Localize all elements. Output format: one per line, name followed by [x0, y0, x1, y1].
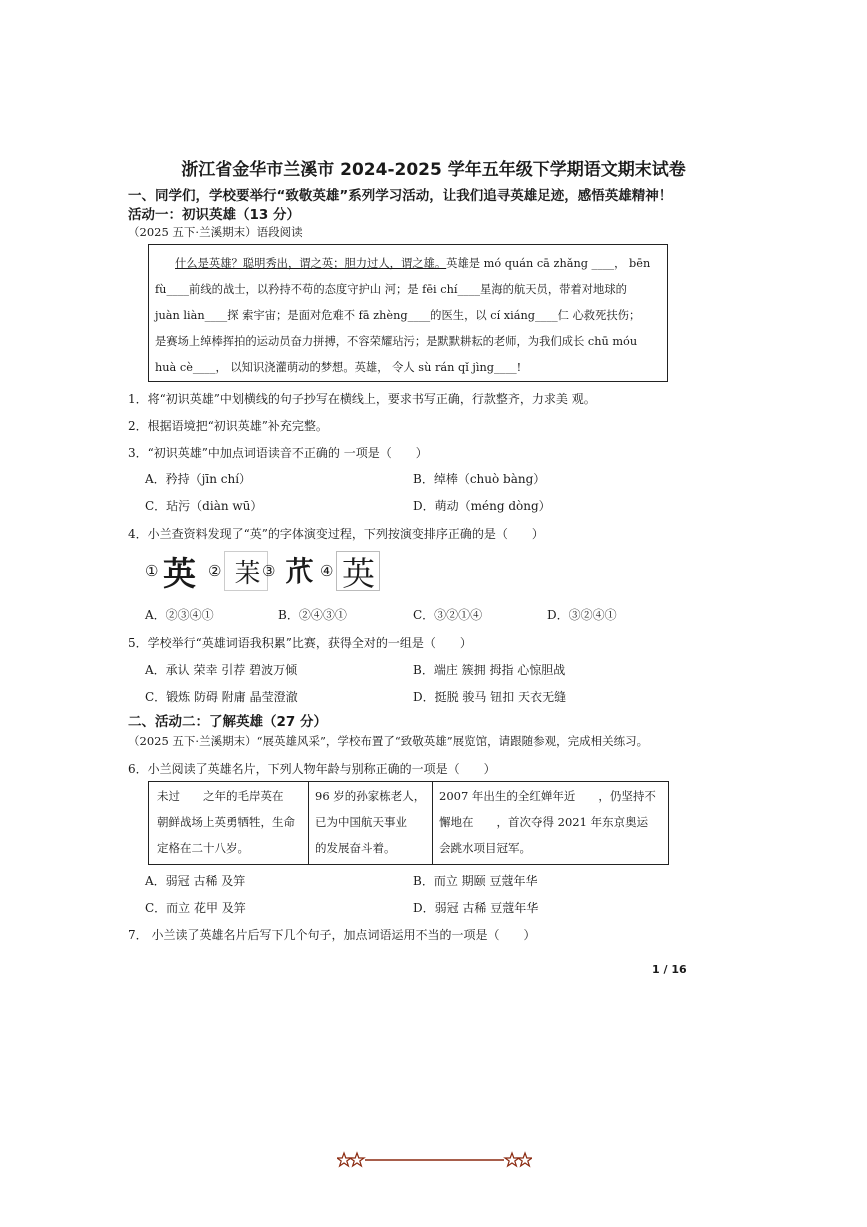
glyph-label-2: ② — [208, 562, 222, 580]
glyph-group-4 — [320, 552, 380, 593]
glyph-seal-image-1: 英 — [158, 552, 200, 590]
passage-line-1 — [155, 255, 650, 271]
footer-star-divider — [337, 1151, 532, 1169]
hero-card-1-line-1: 未过 之年的毛岸英在 — [157, 789, 284, 803]
question-4-stem: 4．小兰查资料发现了“英”的字体演变过程，下列按演变排序正确的是（ ） — [128, 527, 544, 541]
question-6-stem: 6．小兰阅读了英雄名片，下列人物年龄与别称正确的一项是（ ） — [128, 762, 496, 776]
question-7-stem: 7． 小兰读了英雄名片后写下几个句子，加点词语运用不当的一项是（ ） — [128, 928, 536, 942]
question-5-stem: 5．学校举行“英雄词语我积累”比赛，获得全对的一组是（ ） — [128, 636, 472, 650]
q6-option-c[interactable]: C．而立 花甲 及笄 — [145, 901, 246, 915]
glyph-label-4: ④ — [320, 562, 334, 580]
glyph-label-1: ① — [145, 562, 159, 580]
q5-option-c[interactable]: C．锻炼 防碍 附庸 晶莹澄澈 — [145, 690, 298, 704]
q3-option-b[interactable]: B．绰棒（chuò bàng） — [413, 472, 546, 486]
glyph-group-2 — [208, 552, 268, 590]
activity2-source: （2025 五下·兰溪期末）“展英雄风采”，学校布置了“致敬英雄”展览馆，请跟随参观，完成相关练习。 — [128, 734, 649, 748]
section2-heading: 二、活动二：了解英雄（27 分） — [128, 714, 327, 730]
question-1: 1．将“初识英雄”中划横线的句子抄写在横线上，要求书写正确，行款整齐，力求美 观。 — [128, 392, 596, 406]
q3-option-c[interactable]: C．玷污（diàn wū） — [145, 499, 263, 513]
q3-option-a[interactable]: A．矜持（jīn chí） — [145, 472, 252, 486]
passage-box — [148, 244, 668, 382]
passage-line-3: juàn liàn____探 索宇宙；是面对危难不 fā zhèng____的医生，以 cí xiáng____仁 心救死扶伤； — [155, 309, 641, 322]
q4-option-a[interactable]: A．②③④① — [145, 608, 214, 622]
section1-heading: 一、同学们，学校要举行“致敬英雄”系列学习活动，让我们追寻英雄足迹，感悟英雄精神！ — [128, 188, 673, 204]
star-divider-icon — [337, 1151, 532, 1169]
hero-cards-table — [148, 781, 669, 865]
hero-card-3 — [433, 782, 668, 864]
q3-option-d[interactable]: D．萌动（méng dòng） — [413, 499, 551, 513]
q4-option-b[interactable]: B．②④③① — [278, 608, 347, 622]
hero-card-3-line-3: 会跳水项目冠军。 — [439, 841, 531, 855]
glyph-group-3 — [262, 552, 320, 590]
glyph-seal-image-4: 英 — [336, 551, 380, 591]
q4-option-d[interactable]: D．③②④① — [547, 608, 617, 622]
hero-card-2-line-2: 已为中国航天事业 — [315, 815, 407, 829]
hero-card-3-line-1: 2007 年出生的全红婵年近 ，仍坚持不 — [439, 789, 656, 803]
page-title: 浙江省金华市兰溪市 2024-2025 学年五年级下学期语文期末试卷 — [181, 160, 686, 180]
q6-option-d[interactable]: D．弱冠 古稀 豆蔻年华 — [413, 901, 539, 915]
hero-card-1-line-2: 朝鲜战场上英勇牺牲，生命 — [157, 815, 295, 829]
passage-line-4: 是赛场上绰棒挥拍的运动员奋力拼搏，不容荣耀玷污；是默默耕耘的老师，为我们成长 chū móu — [155, 335, 638, 348]
hero-card-1-line-3: 定格在二十八岁。 — [157, 841, 249, 855]
hero-card-2 — [309, 782, 433, 864]
q5-option-b[interactable]: B．端庄 簇拥 拇指 心惊胆战 — [413, 663, 566, 677]
page-number: 1 / 16 — [652, 963, 687, 976]
activity1-heading: 活动一：初识英雄（13 分） — [128, 207, 300, 223]
hero-card-2-line-3: 的发展奋斗着。 — [315, 841, 396, 855]
question-3-stem: 3．“初识英雄”中加点词语读音不正确的 一项是（ ） — [128, 446, 428, 460]
passage-line-1-rest: 英雄是 mó quán cā zhǎng ____， bēn — [446, 257, 651, 270]
q5-option-a[interactable]: A．承认 荣幸 引荐 碧波万倾 — [145, 663, 298, 677]
glyph-group-1 — [145, 552, 200, 593]
activity1-source: （2025 五下·兰溪期末）语段阅读 — [128, 225, 303, 239]
q6-option-a[interactable]: A．弱冠 古稀 及笄 — [145, 874, 246, 888]
q6-option-b[interactable]: B．而立 期颐 豆蔻年华 — [413, 874, 538, 888]
glyph-label-3: ③ — [262, 562, 276, 580]
passage-line-2: fù____前线的战士，以矜持不苟的态度守护山 河；是 fēi chí____星海的航天员，带着对地球的 — [155, 283, 627, 296]
hero-card-2-line-1: 96 岁的孙家栋老人， — [315, 789, 426, 803]
underlined-sentence: 什么是英雄？聪明秀出，谓之英；胆力过人，谓之雄。 — [175, 257, 447, 270]
glyph-seal-image-3: 𦬔 — [285, 555, 314, 588]
passage-line-5: huà cè____， 以知识浇灌萌动的梦想。英雄， 令人 sù rán qǐ jìng____! — [155, 361, 522, 374]
q4-option-c[interactable]: C．③②①④ — [413, 608, 483, 622]
q5-option-d[interactable]: D．挺脱 骏马 钮扣 天衣无缝 — [413, 690, 567, 704]
hero-card-3-line-2: 懈地在 ，首次夺得 2021 年东京奥运 — [439, 815, 649, 829]
hero-card-1 — [149, 782, 309, 864]
glyph-seal-image-2: 苿 — [224, 551, 268, 591]
question-2: 2．根据语境把“初识英雄”补充完整。 — [128, 419, 328, 433]
